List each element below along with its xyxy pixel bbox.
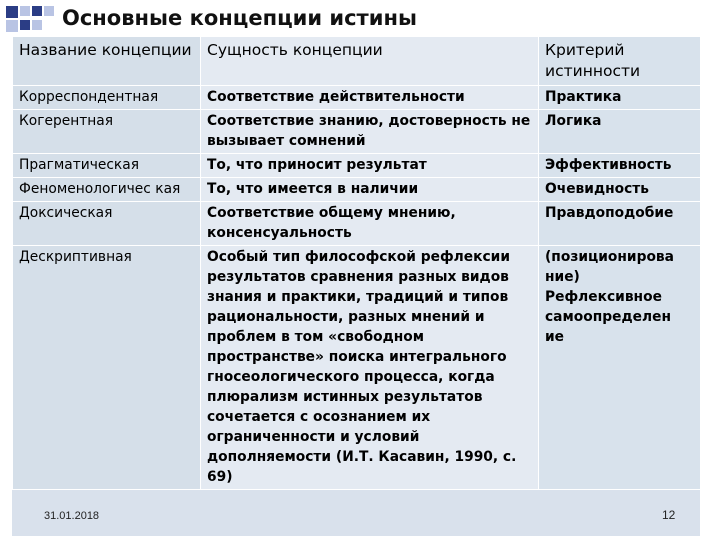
table-row <box>13 202 701 246</box>
logo-square-light <box>6 20 18 32</box>
concept-name-cell: Корреспондентная <box>13 86 201 110</box>
concept-name-cell: Прагматическая <box>13 154 201 178</box>
logo-square-light <box>44 6 54 16</box>
table-row <box>13 110 701 154</box>
header-cell-essence: Сущность концепции <box>201 37 539 86</box>
concept-criterion-cell: Логика <box>539 110 701 154</box>
table-row <box>13 86 701 110</box>
slide-title: Основные концепции истины <box>62 6 417 30</box>
table-header-row <box>13 37 701 86</box>
logo-square-light <box>20 6 30 16</box>
table-row <box>13 178 701 202</box>
concept-essence-cell: То, что имеется в наличии <box>201 178 539 202</box>
logo-square-light <box>32 20 42 30</box>
concept-criterion-cell: Практика <box>539 86 701 110</box>
table-row <box>13 246 701 490</box>
concept-name-cell: Дескриптивная <box>13 246 201 490</box>
logo-square-dark <box>20 20 30 30</box>
concept-essence-cell: Соответствие действительности <box>201 86 539 110</box>
logo-square-dark <box>32 6 42 16</box>
concept-essence-cell: Соответствие знанию, достоверность не вызывает сомнений <box>201 110 539 154</box>
header-cell-name: Название концепции <box>13 37 201 86</box>
concept-essence-cell: Особый тип философской рефлексии результатов сравнения разных видов знания и практики, традиций и типов рациональности, разных мнений и проблем в том «свободном пространстве» поиска интегрального гносеологического процесса, когда плюрализм истинных результатов сочетается с осознанием их ограниченности и условий дополняемости (И.Т. Касавин, 1990, с. 69) <box>201 246 539 490</box>
concept-essence-cell: То, что приносит результат <box>201 154 539 178</box>
logo-square-dark <box>6 6 18 18</box>
concept-criterion-cell: Очевидность <box>539 178 701 202</box>
header-cell-criterion: Критерий истинности <box>539 37 701 86</box>
concept-essence-cell: Соответствие общему мнению, консенсуальность <box>201 202 539 246</box>
slide-logo-squares <box>6 6 58 34</box>
concepts-table <box>12 36 700 490</box>
concept-name-cell: Когерентная <box>13 110 201 154</box>
footer-date: 31.01.2018 <box>44 510 100 522</box>
concept-criterion-cell: Правдоподобие <box>539 202 701 246</box>
page-number: 12 <box>662 508 676 522</box>
concept-name-cell: Доксическая <box>13 202 201 246</box>
table-row <box>13 154 701 178</box>
concept-criterion-cell: Эффективность <box>539 154 701 178</box>
concepts-table-container <box>12 36 700 536</box>
concept-name-cell: Феноменологичес кая <box>13 178 201 202</box>
concept-criterion-cell: (позиционирова ние) Рефлексивное самоопределен ие <box>539 246 701 490</box>
